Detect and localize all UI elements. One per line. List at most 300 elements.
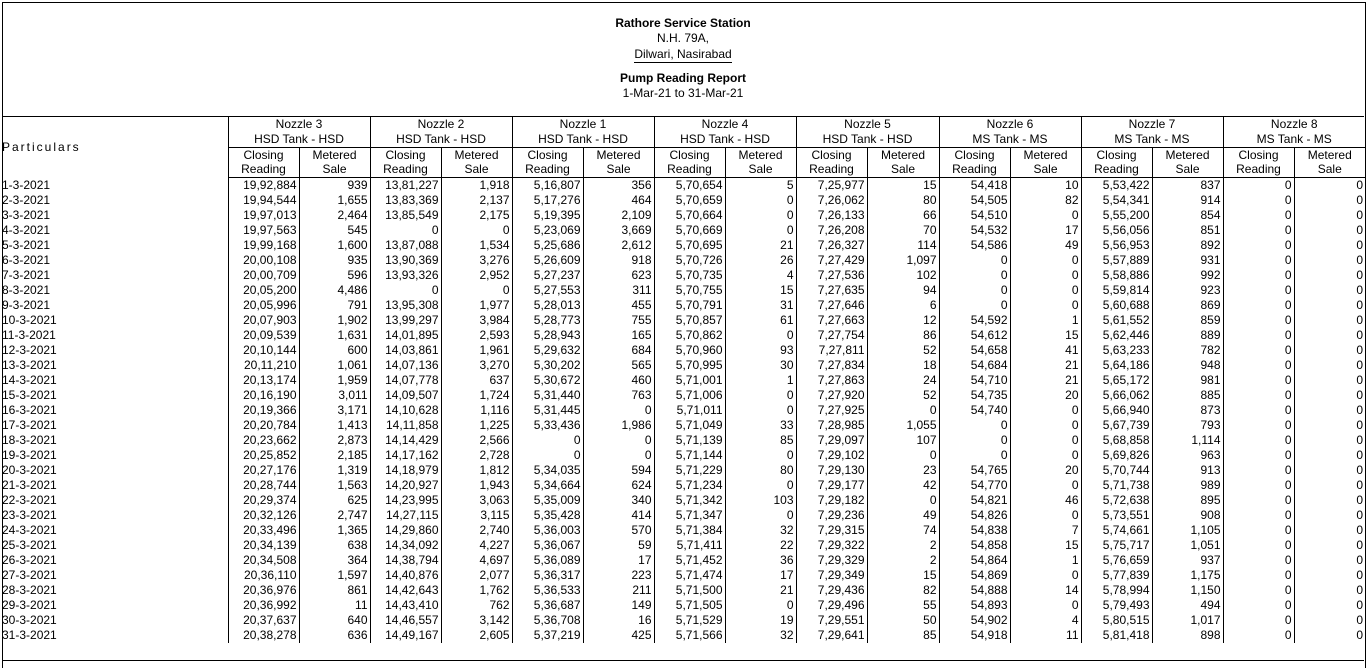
metered-sale-cell: 640 [299, 613, 370, 628]
closing-label: Closing [669, 148, 710, 162]
metered-sale-cell: 30 [725, 358, 796, 373]
row-date: 20-3-2021 [2, 463, 57, 477]
metered-sale-cell: 16 [583, 613, 654, 628]
closing-reading-cell: 5,71,229 [654, 463, 725, 478]
closing-reading-cell: 0 [1223, 223, 1294, 238]
closing-reading-cell: 14,40,876 [370, 568, 441, 583]
metered-sale-cell: 74 [867, 523, 939, 538]
metered-sale-cell: 59 [583, 538, 654, 553]
metered-sale-cell: 1,943 [441, 478, 512, 493]
closing-reading-cell: 0 [1223, 598, 1294, 613]
metered-sale-cell: 0 [1010, 433, 1081, 448]
metered-sale-cell: 2,593 [441, 328, 512, 343]
metered-sale-cell: 3,171 [299, 403, 370, 418]
closing-reading-cell: 7,27,429 [796, 253, 867, 268]
metered-sale-cell: 596 [299, 268, 370, 283]
metered-sale-cell: 0 [1294, 628, 1365, 643]
metered-sale-cell: 82 [867, 583, 939, 598]
table-row [0, 343, 1365, 358]
closing-reading-cell: 0 [1223, 628, 1294, 643]
metered-sale-cell: 4 [1010, 613, 1081, 628]
closing-reading-header [228, 148, 299, 178]
metered-sale-cell: 10 [1010, 178, 1081, 194]
closing-reading-cell: 5,27,237 [512, 268, 583, 283]
closing-reading-cell: 14,43,410 [370, 598, 441, 613]
metered-sale-cell: 791 [299, 298, 370, 313]
closing-reading-cell: 5,70,695 [654, 238, 725, 253]
row-date: 4-3-2021 [2, 223, 51, 237]
row-date: 16-3-2021 [2, 403, 57, 417]
closing-reading-cell: 54,838 [939, 523, 1010, 538]
metered-sale-cell: 52 [867, 388, 939, 403]
metered-sale-cell: 0 [1010, 403, 1081, 418]
metered-sale-cell: 0 [1294, 223, 1365, 238]
metered-sale-cell: 0 [583, 433, 654, 448]
closing-reading-header [796, 148, 867, 178]
metered-sale-cell: 854 [1152, 208, 1223, 223]
table-row [0, 418, 1365, 433]
metered-sale-cell: 636 [299, 628, 370, 643]
closing-reading-cell: 0 [1223, 403, 1294, 418]
metered-sale-cell: 625 [299, 493, 370, 508]
closing-reading-cell: 5,33,436 [512, 418, 583, 433]
metered-sale-cell: 103 [725, 493, 796, 508]
closing-reading-cell: 5,53,422 [1081, 178, 1152, 194]
row-date: 10-3-2021 [2, 313, 57, 327]
reading-label: Reading [525, 162, 570, 176]
closing-reading-cell: 0 [1223, 478, 1294, 493]
metered-sale-cell: 4,486 [299, 283, 370, 298]
metered-sale-cell: 0 [1294, 583, 1365, 598]
metered-sale-cell: 3,984 [441, 313, 512, 328]
closing-reading-cell: 5,71,411 [654, 538, 725, 553]
closing-reading-cell: 20,25,852 [228, 448, 299, 463]
row-date: 5-3-2021 [2, 238, 51, 252]
closing-reading-cell: 7,29,641 [796, 628, 867, 643]
metered-sale-cell: 1,902 [299, 313, 370, 328]
closing-reading-cell: 5,34,035 [512, 463, 583, 478]
closing-reading-cell: 14,10,628 [370, 403, 441, 418]
metered-sale-cell: 885 [1152, 388, 1223, 403]
metered-sale-cell: 0 [1294, 343, 1365, 358]
closing-reading-cell: 54,586 [939, 238, 1010, 253]
metered-sale-cell: 1,105 [1152, 523, 1223, 538]
nozzle-header: Nozzle 4 [654, 117, 796, 132]
closing-reading-cell: 20,00,709 [228, 268, 299, 283]
closing-reading-cell: 5,80,515 [1081, 613, 1152, 628]
metered-sale-cell: 0 [1010, 598, 1081, 613]
metered-sale-cell: 762 [441, 598, 512, 613]
closing-reading-cell: 5,71,342 [654, 493, 725, 508]
metered-sale-cell: 0 [1294, 493, 1365, 508]
closing-reading-cell: 54,821 [939, 493, 1010, 508]
metered-sale-cell: 80 [725, 463, 796, 478]
metered-sale-cell: 0 [1010, 508, 1081, 523]
closing-reading-cell: 0 [1223, 613, 1294, 628]
closing-reading-cell: 7,29,315 [796, 523, 867, 538]
metered-sale-cell: 414 [583, 508, 654, 523]
reading-label: Reading [667, 162, 712, 176]
closing-reading-cell: 13,81,227 [370, 178, 441, 194]
closing-reading-cell: 54,740 [939, 403, 1010, 418]
metered-sale-cell: 0 [1294, 253, 1365, 268]
metered-sale-cell: 26 [725, 253, 796, 268]
metered-sale-cell: 11 [299, 598, 370, 613]
closing-reading-cell: 0 [939, 283, 1010, 298]
closing-reading-header [939, 148, 1010, 178]
metered-sale-cell: 1,150 [1152, 583, 1223, 598]
metered-sale-cell: 2 [867, 553, 939, 568]
metered-sale-cell: 70 [867, 223, 939, 238]
metered-sale-cell: 66 [867, 208, 939, 223]
closing-reading-cell: 14,01,895 [370, 328, 441, 343]
metered-sale-cell: 0 [1294, 268, 1365, 283]
row-date: 28-3-2021 [2, 583, 57, 597]
closing-reading-cell: 7,29,102 [796, 448, 867, 463]
metered-sale-cell: 1,918 [441, 178, 512, 194]
metered-sale-cell: 21 [725, 583, 796, 598]
metered-sale-cell: 20 [1010, 388, 1081, 403]
table-row [0, 478, 1365, 493]
metered-sale-cell: 782 [1152, 343, 1223, 358]
closing-reading-cell: 0 [939, 433, 1010, 448]
metered-sale-cell: 898 [1152, 628, 1223, 643]
closing-reading-cell: 13,85,549 [370, 208, 441, 223]
metered-sale-cell: 892 [1152, 238, 1223, 253]
metered-sale-cell: 3,063 [441, 493, 512, 508]
closing-reading-cell: 7,28,985 [796, 418, 867, 433]
closing-reading-cell: 5,54,341 [1081, 193, 1152, 208]
metered-label: Metered [312, 148, 357, 162]
metered-sale-cell: 1,977 [441, 298, 512, 313]
reading-label: Reading [1236, 162, 1281, 176]
closing-reading-cell: 14,17,162 [370, 448, 441, 463]
row-date: 3-3-2021 [2, 208, 51, 222]
metered-sale-cell: 31 [725, 298, 796, 313]
closing-reading-cell: 13,90,369 [370, 253, 441, 268]
metered-sale-cell: 61 [725, 313, 796, 328]
metered-sale-cell: 0 [1010, 448, 1081, 463]
row-date: 1-3-2021 [2, 177, 51, 192]
metered-sale-cell: 0 [867, 448, 939, 463]
closing-reading-cell: 20,00,108 [228, 253, 299, 268]
table-row [0, 268, 1365, 283]
closing-reading-cell: 5,28,013 [512, 298, 583, 313]
company-name: Rathore Service Station [615, 16, 751, 30]
metered-sale-cell: 0 [725, 448, 796, 463]
closing-reading-cell: 5,25,686 [512, 238, 583, 253]
tank-header: HSD Tank - HSD [512, 132, 654, 148]
table-row [0, 238, 1365, 253]
closing-reading-cell: 5,55,200 [1081, 208, 1152, 223]
metered-sale-cell: 1,061 [299, 358, 370, 373]
metered-label: Metered [880, 148, 926, 162]
metered-sale-cell: 0 [867, 403, 939, 418]
metered-sale-header [583, 148, 654, 178]
metered-sale-cell: 2,109 [583, 208, 654, 223]
metered-sale-cell: 0 [583, 448, 654, 463]
metered-sale-cell: 0 [1294, 373, 1365, 388]
row-date: 11-3-2021 [2, 328, 56, 342]
metered-sale-cell: 908 [1152, 508, 1223, 523]
metered-sale-cell: 0 [867, 493, 939, 508]
sale-label: Sale [1033, 162, 1058, 176]
metered-sale-cell: 1,655 [299, 193, 370, 208]
closing-reading-cell: 5,37,219 [512, 628, 583, 643]
metered-sale-cell: 33 [725, 418, 796, 433]
metered-sale-cell: 114 [867, 238, 939, 253]
closing-reading-cell: 13,83,369 [370, 193, 441, 208]
metered-sale-cell: 1 [725, 373, 796, 388]
closing-reading-cell: 5,61,552 [1081, 313, 1152, 328]
closing-reading-cell: 7,27,536 [796, 268, 867, 283]
closing-reading-cell: 5,19,395 [512, 208, 583, 223]
closing-reading-cell: 5,63,233 [1081, 343, 1152, 358]
closing-reading-cell: 0 [1223, 358, 1294, 373]
closing-reading-cell: 54,418 [939, 178, 1010, 194]
metered-sale-cell: 6 [867, 298, 939, 313]
closing-reading-cell: 5,29,632 [512, 343, 583, 358]
metered-sale-cell: 1 [1010, 313, 1081, 328]
closing-reading-cell: 5,26,609 [512, 253, 583, 268]
closing-reading-cell: 5,70,664 [654, 208, 725, 223]
closing-reading-cell: 7,27,635 [796, 283, 867, 298]
closing-reading-cell: 54,888 [939, 583, 1010, 598]
metered-sale-cell: 3,115 [441, 508, 512, 523]
row-date: 6-3-2021 [2, 253, 51, 267]
metered-sale-cell: 0 [1010, 208, 1081, 223]
closing-reading-cell: 0 [1223, 373, 1294, 388]
table-row [0, 628, 1365, 643]
closing-reading-header [654, 148, 725, 178]
metered-sale-cell: 1,175 [1152, 568, 1223, 583]
metered-sale-cell: 1,365 [299, 523, 370, 538]
metered-sale-cell: 21 [1010, 358, 1081, 373]
closing-reading-cell: 54,532 [939, 223, 1010, 238]
closing-reading-cell: 0 [1223, 538, 1294, 553]
metered-sale-cell: 165 [583, 328, 654, 343]
metered-sale-cell: 0 [1010, 283, 1081, 298]
metered-sale-cell: 1,225 [441, 418, 512, 433]
closing-reading-cell: 5,71,006 [654, 388, 725, 403]
closing-label: Closing [243, 148, 284, 162]
closing-reading-cell: 5,31,445 [512, 403, 583, 418]
closing-reading-cell: 54,612 [939, 328, 1010, 343]
metered-sale-cell: 1,055 [867, 418, 939, 433]
metered-sale-cell: 837 [1152, 178, 1223, 194]
closing-reading-cell: 54,505 [939, 193, 1010, 208]
closing-reading-cell: 5,36,533 [512, 583, 583, 598]
metered-sale-cell: 356 [583, 178, 654, 194]
closing-reading-cell: 5,59,814 [1081, 283, 1152, 298]
metered-sale-cell: 2 [867, 538, 939, 553]
table-row [0, 433, 1365, 448]
metered-sale-cell: 0 [1010, 253, 1081, 268]
closing-reading-cell: 5,23,069 [512, 223, 583, 238]
metered-sale-cell: 594 [583, 463, 654, 478]
closing-reading-cell: 20,34,139 [228, 538, 299, 553]
metered-sale-cell: 0 [1294, 238, 1365, 253]
metered-sale-cell: 2,605 [441, 628, 512, 643]
metered-sale-cell: 93 [725, 343, 796, 358]
closing-reading-cell: 5,17,276 [512, 193, 583, 208]
closing-reading-cell: 5,70,960 [654, 343, 725, 358]
table-row [0, 298, 1365, 313]
metered-sale-cell: 0 [1294, 193, 1365, 208]
table-row [0, 463, 1365, 478]
metered-sale-cell: 211 [583, 583, 654, 598]
metered-sale-cell: 15 [725, 283, 796, 298]
nozzle-header: Nozzle 6 [939, 117, 1081, 132]
metered-sale-cell: 939 [299, 178, 370, 194]
closing-reading-cell: 0 [1223, 553, 1294, 568]
company-address-line1: N.H. 79A, [656, 31, 710, 45]
metered-sale-cell: 55 [867, 598, 939, 613]
metered-sale-header [867, 148, 939, 178]
closing-reading-cell: 14,42,643 [370, 583, 441, 598]
metered-sale-cell: 0 [1294, 298, 1365, 313]
closing-reading-cell: 19,99,168 [228, 238, 299, 253]
metered-sale-cell: 873 [1152, 403, 1223, 418]
closing-reading-cell: 5,71,234 [654, 478, 725, 493]
closing-reading-cell: 5,66,062 [1081, 388, 1152, 403]
metered-sale-cell: 914 [1152, 193, 1223, 208]
metered-sale-cell: 36 [725, 553, 796, 568]
nozzle-header: Nozzle 7 [1081, 117, 1223, 132]
closing-reading-cell: 5,70,862 [654, 328, 725, 343]
metered-sale-header [1152, 148, 1223, 178]
closing-label: Closing [1096, 148, 1137, 162]
closing-reading-cell: 0 [939, 298, 1010, 313]
metered-sale-cell: 0 [725, 388, 796, 403]
metered-sale-cell: 600 [299, 343, 370, 358]
closing-reading-cell: 7,29,236 [796, 508, 867, 523]
metered-sale-cell: 793 [1152, 418, 1223, 433]
table-row [0, 253, 1365, 268]
metered-sale-cell: 42 [867, 478, 939, 493]
metered-sale-cell: 1,116 [441, 403, 512, 418]
closing-reading-cell: 20,05,200 [228, 283, 299, 298]
closing-reading-cell: 5,30,202 [512, 358, 583, 373]
closing-reading-header [370, 148, 441, 178]
metered-sale-cell: 4 [725, 268, 796, 283]
closing-reading-cell: 7,27,834 [796, 358, 867, 373]
closing-reading-header [512, 148, 583, 178]
closing-reading-cell: 5,70,791 [654, 298, 725, 313]
metered-sale-cell: 52 [867, 343, 939, 358]
metered-sale-cell: 684 [583, 343, 654, 358]
table-row [0, 538, 1365, 553]
metered-sale-cell: 0 [725, 328, 796, 343]
table-row [0, 613, 1365, 628]
closing-reading-cell: 5,76,659 [1081, 553, 1152, 568]
closing-reading-cell: 14,03,861 [370, 343, 441, 358]
metered-sale-cell: 0 [1294, 208, 1365, 223]
closing-reading-cell: 5,71,452 [654, 553, 725, 568]
row-date: 9-3-2021 [2, 298, 51, 312]
tank-header: HSD Tank - HSD [796, 132, 939, 148]
closing-reading-cell: 0 [1223, 523, 1294, 538]
metered-sale-cell: 2,612 [583, 238, 654, 253]
closing-label: Closing [811, 148, 852, 162]
reading-label: Reading [241, 162, 286, 176]
closing-reading-cell: 0 [1223, 508, 1294, 523]
metered-sale-cell: 3,011 [299, 388, 370, 403]
metered-sale-cell: 0 [1294, 328, 1365, 343]
metered-sale-cell: 94 [867, 283, 939, 298]
closing-reading-cell: 20,37,637 [228, 613, 299, 628]
closing-reading-cell: 54,918 [939, 628, 1010, 643]
metered-sale-cell: 17 [583, 553, 654, 568]
metered-sale-cell: 15 [1010, 328, 1081, 343]
metered-sale-cell: 913 [1152, 463, 1223, 478]
report-header [0, 0, 1366, 116]
closing-reading-cell: 14,29,860 [370, 523, 441, 538]
closing-reading-cell: 5,62,446 [1081, 328, 1152, 343]
closing-reading-cell: 7,26,208 [796, 223, 867, 238]
closing-reading-cell: 54,902 [939, 613, 1010, 628]
metered-sale-cell: 41 [1010, 343, 1081, 358]
tank-header: MS Tank - MS [939, 132, 1081, 148]
metered-sale-cell: 981 [1152, 373, 1223, 388]
metered-sale-cell: 46 [1010, 493, 1081, 508]
nozzle-header: Nozzle 8 [1223, 117, 1365, 132]
metered-sale-cell: 18 [867, 358, 939, 373]
metered-sale-cell: 49 [1010, 238, 1081, 253]
closing-reading-cell: 20,36,110 [228, 568, 299, 583]
closing-reading-cell: 5,69,826 [1081, 448, 1152, 463]
metered-sale-cell: 989 [1152, 478, 1223, 493]
closing-reading-cell: 5,71,505 [654, 598, 725, 613]
metered-sale-cell: 4,697 [441, 553, 512, 568]
closing-reading-cell: 13,99,297 [370, 313, 441, 328]
closing-reading-cell: 20,23,662 [228, 433, 299, 448]
closing-reading-cell: 14,11,858 [370, 418, 441, 433]
metered-sale-cell: 14 [1010, 583, 1081, 598]
closing-reading-cell: 5,70,857 [654, 313, 725, 328]
metered-sale-cell: 425 [583, 628, 654, 643]
metered-sale-cell: 311 [583, 283, 654, 298]
closing-label: Closing [1238, 148, 1279, 162]
closing-reading-cell: 14,38,794 [370, 553, 441, 568]
closing-reading-cell: 5,74,661 [1081, 523, 1152, 538]
metered-sale-cell: 935 [299, 253, 370, 268]
metered-sale-cell: 755 [583, 313, 654, 328]
closing-reading-cell: 7,27,811 [796, 343, 867, 358]
metered-sale-cell: 763 [583, 388, 654, 403]
row-date: 27-3-2021 [2, 568, 57, 582]
closing-reading-cell: 5,81,418 [1081, 628, 1152, 643]
metered-sale-cell: 0 [725, 403, 796, 418]
metered-sale-cell: 570 [583, 523, 654, 538]
metered-sale-cell: 0 [1294, 403, 1365, 418]
metered-sale-cell: 0 [441, 223, 512, 238]
closing-reading-cell: 0 [939, 268, 1010, 283]
metered-sale-cell: 0 [1294, 418, 1365, 433]
closing-reading-cell: 7,27,646 [796, 298, 867, 313]
closing-reading-cell: 7,27,863 [796, 373, 867, 388]
metered-sale-cell: 464 [583, 193, 654, 208]
metered-sale-cell: 0 [725, 223, 796, 238]
metered-sale-cell: 0 [441, 283, 512, 298]
closing-reading-cell: 5,57,889 [1081, 253, 1152, 268]
closing-reading-cell: 0 [370, 223, 441, 238]
closing-reading-cell: 5,36,317 [512, 568, 583, 583]
metered-sale-cell: 963 [1152, 448, 1223, 463]
closing-reading-cell: 20,36,976 [228, 583, 299, 598]
closing-reading-cell: 0 [1223, 253, 1294, 268]
metered-sale-cell: 2,077 [441, 568, 512, 583]
